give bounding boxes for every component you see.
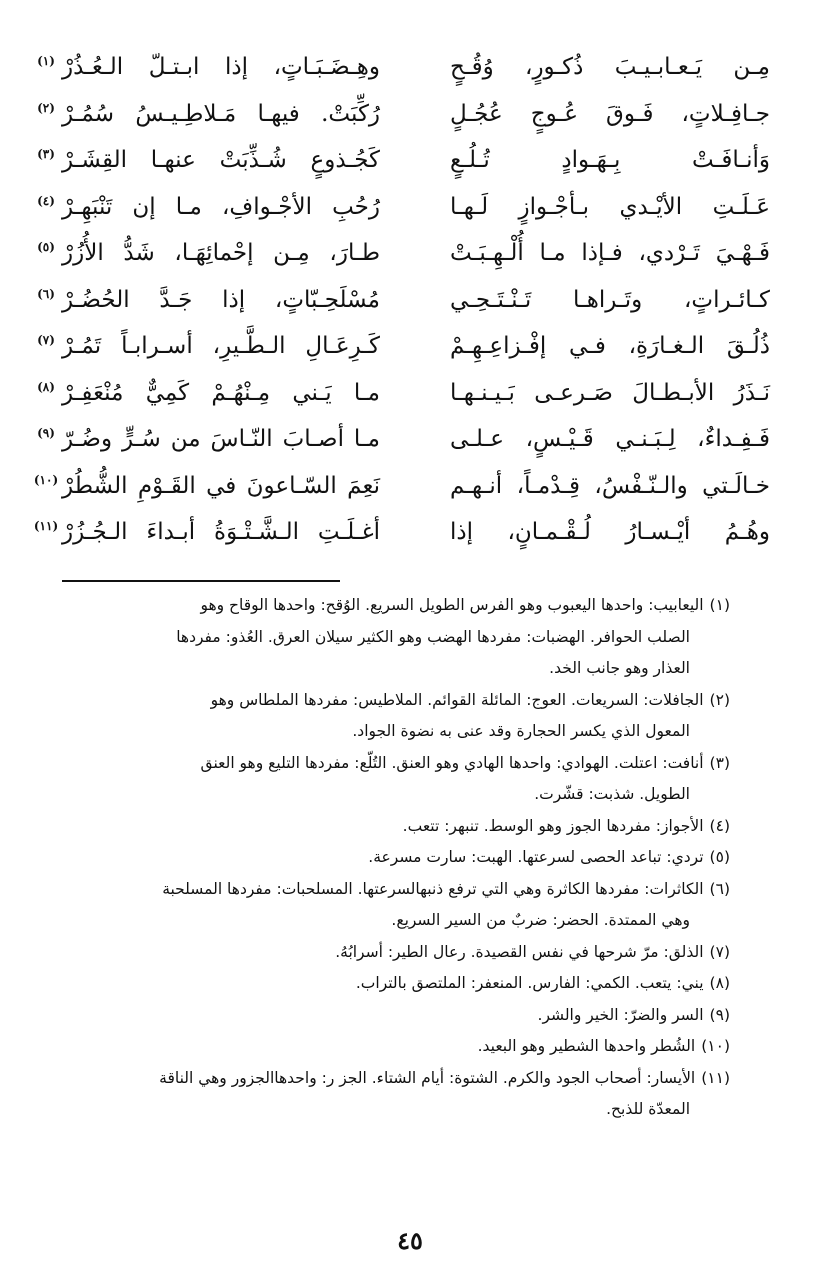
verse-first-hemistich: وهُـمُ أيْـسـارُ لُـقْـمـانٍ، إذا [450,519,770,546]
verse-first-hemistich: جـافِـلاتٍ، فَـوقَ عُـوجٍ عُجُـلٍ [450,100,770,127]
footnote-text: اليعابيب: واحدها اليعبوب وهو الفرس الطويل السريع. الوُقح: واحدها الوقاح وهو [200,596,704,614]
footnote [30,937,730,969]
footnote-number: (١) [709,596,730,614]
verse-second-hemistich: كَجُـذوعٍ شُـذِّبَتْ عنهـا القِشَـرْ [62,147,380,174]
verse-first-hemistich: فَـهْـيَ تَـرْدي، فـإذا مـا أُلْـهِـبَـتْ [450,240,770,267]
verse-first-hemistich: عَـلَـتِ الأيْـدي بـأجْـوازٍ لَـهـا [450,193,770,220]
footnote [30,1031,730,1063]
footnote-reference: (٣) [37,147,55,162]
footnote-continuation: المعدّة للذبح. [606,1100,690,1118]
footnote [30,685,730,748]
verse-second-hemistich: مـا أصـابَ النّـاسَ من سُـرٍّ وضُـرّ [62,426,380,453]
footnote-number: (٧) [709,942,730,961]
verse-row [30,370,770,417]
verse-first-hemistich: كـائـراتٍ، وتَـراهـا تَـنْـتَـحِـي [450,286,770,313]
footnote-continuation: العذار وهو جانب الخد. [549,659,690,677]
footnote-number: (١٠) [701,1037,730,1055]
verse-second-hemistich: نَعِمَ السّـاعونَ في القَـوْمِ الشُّطُرْ [62,472,380,499]
footnote-reference: (٦) [37,286,55,301]
verse-row [30,463,770,510]
footnote-text: الشُطر واحدها الشطير وهو البعيد. [477,1037,696,1055]
footnote-number: (٥) [709,848,730,866]
footnote-continuation: وهي الممتدة. الحضر: ضربٌ من السير السريع. [391,911,690,929]
verse-first-hemistich: نَـذَرُ الأبـطـالَ صَـرعـى بَـيـنـهـا [450,379,770,406]
footnote-text: أنافت: اعتلت. الهوادي: واحدها الهادي وهو العنق. التُلّع: مفردها التليع وهو العنق [200,753,704,772]
footnote-text: السر والضرّ: الخير والشر. [537,1005,704,1024]
verse-first-hemistich: خـالَـتي والـنّـفْسُ، قِـدْمـاً، أنـهـم [450,472,770,499]
verse-first-hemistich: فَـفِـداءٌ، لِـبَـنـي قَـيْـسٍ، عـلـى [450,426,770,453]
footnote-text: يني: يتعب. الكمي: الفارس. المنعفر: الملتصق بالتراب. [355,974,704,992]
verse-second-hemistich: مُسْلَحِـبّاتٍ، إذا جَـدَّ الحُضُـرْ [62,286,380,313]
verse-second-hemistich: وهِـضَـبَـاتٍ، إذا ابـتـلّ الـعُـذُرْ [62,54,380,81]
footnote-reference: (٧) [37,333,55,348]
verse-row [30,184,770,231]
footnote-reference: (٢) [37,100,55,115]
page-number: ٤٥ [397,1226,423,1255]
verse-second-hemistich: مـا يَـني مِـنْهُـمْ كَمِيٌّ مُنْعَفِـرْ [62,379,380,406]
footnote [30,842,730,874]
poem-verses [30,44,770,556]
footnote [30,590,730,685]
verse-row [30,416,770,463]
verse-first-hemistich: مِـن يَـعـابـيـبَ ذُكـورٍ، وُقُـحٍ [450,54,770,81]
verse-row [30,44,770,91]
footnote [30,874,730,937]
footnote-number: (٩) [709,1005,730,1024]
footnote-continuation: المعول الذي يكسر الحجارة وقد عنى به نضوة الجواد. [352,722,690,740]
footnote-text: الجافلات: السريعات. العوج: المائلة القوائم. الملاطيس: مفردها الملطاس وهو [210,690,704,709]
footnote-number: (٢) [709,690,730,709]
footnotes [30,590,730,1126]
footnote-continuation: الطويل. شذبت: قشّرت. [534,785,690,803]
verse-second-hemistich: كَـرِعَـالِ الـطَّـيرِ، أسـرابـاً تَمُـرْ [62,333,380,360]
footnote-number: (٦) [709,879,730,898]
verse-second-hemistich: رُحُبِ الأجْـوافِ، مـا إن تَنْبَهِـرْ [62,193,380,220]
footnote [30,1000,730,1032]
verse-row [30,230,770,277]
footnote-reference: (٨) [37,379,55,394]
verse-first-hemistich: وَأنـافَـتْ بِـهَـوادٍ تُـلُـعٍ [450,147,770,174]
footnote [30,968,730,1000]
footnote-reference: (٩) [37,426,55,441]
footnote-separator [62,580,340,582]
footnote-reference: (٥) [37,240,55,255]
footnote-number: (٨) [709,974,730,992]
verse-row [30,323,770,370]
footnote-text: الأيسار: أصحاب الجود والكرم. الشتوة: أيام الشتاء. الجز ر: واحدهاالجزور وهي الناقة [159,1068,696,1087]
verse-second-hemistich: طـارَ، مِـن إحْمائِهَـا، شَدُّ الأُزُرْ [62,240,380,267]
verse-second-hemistich: أغـلَـتِ الـشَّـتْـوَةُ أبـداءَ الـجُـزُرْ [62,519,380,546]
footnote [30,748,730,811]
footnote-reference: (٤) [37,193,55,208]
footnote-number: (٤) [709,816,730,835]
footnote-text: تردي: تباعد الحصى لسرعتها. الهبت: سارت مسرعة. [368,848,704,866]
footnote-text: الذلق: مرّ شرحها في نفس القصيدة. رعال الطير: أسرابُهُ. [335,942,704,961]
footnote-reference: (١) [37,54,55,69]
verse-row [30,277,770,324]
footnote-reference: (١٠) [33,472,59,487]
verse-second-hemistich: رُكِّبَتْ. فيهـا مَـلاطِـيـسُ سُمُـرْ [62,100,380,127]
footnote [30,1063,730,1126]
footnote-number: (١١) [701,1068,730,1087]
verse-first-hemistich: ذُلُـقَ الـغـارَةِ، فـي إفْـزاعِـهِـمْ [450,333,770,360]
footnote-text: الأجواز: مفردها الجوز وهو الوسط. تنبهر: تتعب. [402,816,704,835]
verse-row [30,509,770,556]
footnote-number: (٣) [709,753,730,772]
footnote-continuation: الصلب الحوافر. الهضبات: مفردها الهضب وهو الكثير سيلان العرق. العُذو: مفردها [176,627,690,646]
verse-row [30,91,770,138]
footnote-reference: (١١) [33,519,59,534]
verse-row [30,137,770,184]
footnote [30,811,730,843]
footnote-text: الكاثرات: مفردها الكاثرة وهي التي ترفع ذنبهالسرعتها. المسلحبات: مفردها المسلحبة [162,879,704,898]
